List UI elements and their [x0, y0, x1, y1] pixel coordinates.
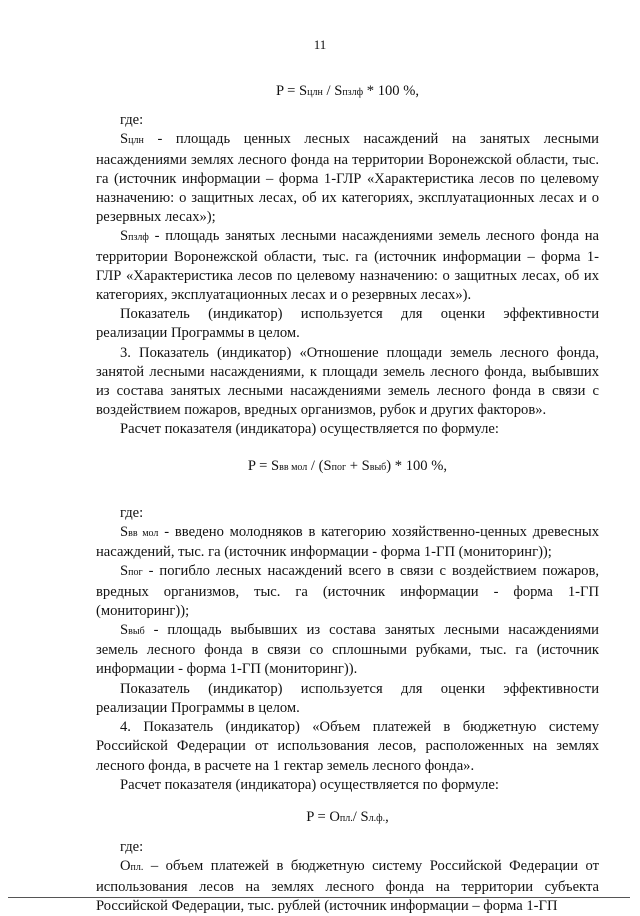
definition-s-pog: Sпог - погибло лесных насаждений всего в связи с воздействием пожаров, вредных организмов, тыс. га (источник информации - форма 1-ГП (мониторинг)); [96, 563, 599, 619]
page-bottom-rule [8, 897, 630, 898]
definition-o-pl: Oпл. – объем платежей в бюджетную систему Российской Федерации от использования лесов на землях лесного фонда на территории субъекта Российской Федерации, тыс. рублей (источник информации – форма 1-ГП [96, 858, 599, 914]
paragraph-usage-2: Показатель (индикатор) используется для оценки эффективности реализации Программы в целом. [96, 680, 599, 716]
paragraph-usage-1: Показатель (индикатор) используется для оценки эффективности реализации Программы в целом. [96, 306, 599, 342]
formula-ratio: P = Sвв мол / (Sпог + Sвыб) * 100 %, [247, 457, 448, 474]
paragraph-calc-formula-1: Расчет показателя (индикатора) осуществляется по формуле: [120, 421, 499, 438]
page-number: 11 [313, 37, 327, 52]
paragraph-indicator-3: 3. Показатель (индикатор) «Отношение площади земель лесного фонда, занятой лесными насаждениями, к площади земель лесного фонда, выбывших из состава занятых лесными насаждениями земель лесного фонда в связи с воздействием пожаров, вредных организмов, рубок и других факторов». [96, 344, 599, 419]
definition-s-vv-mol: Sвв мол - введено молодняков в категорию хозяйственно-ценных древесных насаждений, тыс. га (источник информации - форма 1-ГП (мониторинг)); [96, 524, 599, 561]
where-label-3: где: [120, 839, 144, 856]
definition-s-vyb: Sвыб - площадь выбывших из состава занятых лесными насаждениями земель лесного фонда в связи со сплошными рубками, тыс. га (источник информации - форма 1-ГП (мониторинг)). [96, 622, 599, 678]
document-body [96, 82, 599, 916]
paragraph-indicator-4: 4. Показатель (индикатор) «Объем платежей в бюджетную систему Российской Федерации от использования лесов, расположенных на землях лесного фонда, в расчете на 1 гектар земель лесного фонда». [96, 719, 599, 774]
where-label: где: [120, 112, 144, 129]
definition-s-cln: Sцлн - площадь ценных лесных насаждений на занятых лесными насаждениями землях лесного фонда на территории Воронежской области, тыс. га (источник информации – форма 1-ГЛР «Характеристика лесов по целевому назначению: о защитных лесах, об их категориях, эксплуатационных лесах и о резервных лесах»); [96, 131, 599, 226]
formula-cln-share: P = Sцлн / Sпзлф * 100 %, [275, 83, 420, 99]
where-label-2: где: [120, 504, 144, 521]
formula-payments: P = Oпл./ Sл.ф., [306, 808, 389, 825]
definition-s-pzlf: Sпзлф - площадь занятых лесными насаждениями земель лесного фонда на территории Воронежской области, тыс. га (источник информации – форма 1-ГЛР «Характеристика лесов по целевому назначению: о защитных лесах, об их категориях, эксплуатационных лесах и о резервных лесах»). [96, 228, 599, 304]
paragraph-calc-formula-2: Расчет показателя (индикатора) осуществляется по формуле: [120, 776, 499, 793]
